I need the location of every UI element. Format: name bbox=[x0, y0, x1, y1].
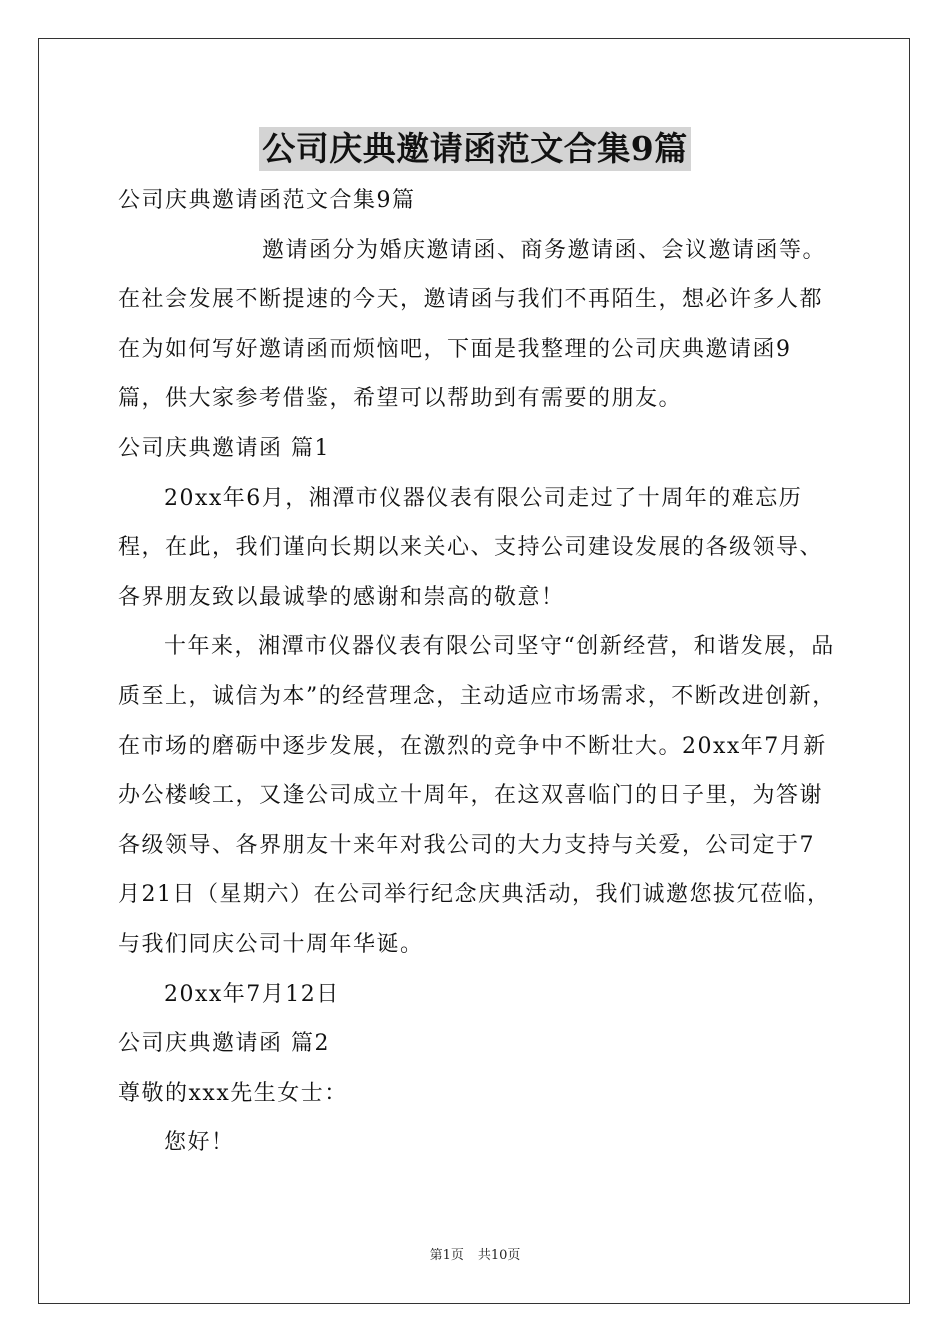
document-body bbox=[118, 176, 838, 1168]
page-footer bbox=[0, 1247, 950, 1265]
document-title: 公司庆典邀请函范文合集9篇 bbox=[259, 127, 690, 171]
page-number: 第1页 bbox=[429, 1248, 464, 1263]
body-paragraph: 20xx年6月，湘潭市仪器仪表有限公司走过了十周年的难忘历程，在此，我们谨向长期以来关心、支持公司建设发展的各级领导、各界朋友致以最诚挚的感谢和崇高的敬意！ bbox=[118, 485, 824, 610]
body-paragraph: 十年来，湘潭市仪器仪表有限公司坚守“创新经营，和谐发展，品质至上，诚信为本”的经营理念，主动适应市场需求，不断改进创新，在市场的磨砺中逐步发展，在激烈的竞争中不断壮大。20xx年7月新办公楼峻工，又逢公司成立十周年，在这双喜临门的日子里，为答谢各级领导、各界朋友十来年对我公司的大力支持与关爱，公司定于7月21日（星期六）在公司举行纪念庆典活动，我们诚邀您拔冗莅临，与我们同庆公司十周年华诞。 bbox=[118, 634, 836, 957]
section-heading-2: 公司庆典邀请函 篇2 bbox=[118, 1031, 330, 1057]
intro-paragraph: 邀请函分为婚庆邀请函、商务邀请函、会议邀请函等。在社会发展不断提速的今天，邀请函与我们不再陌生，想必许多人都在为如何写好邀请函而烦恼吧，下面是我整理的公司庆典邀请函9篇，供大家参考借鉴，希望可以帮助到有需要的朋友。 bbox=[118, 237, 827, 412]
date-line: 20xx年7月12日 bbox=[164, 981, 340, 1007]
page-total: 共10页 bbox=[477, 1248, 521, 1263]
title-container bbox=[0, 127, 950, 171]
greeting: 您好！ bbox=[164, 1130, 235, 1156]
section-heading-1: 公司庆典邀请函 篇1 bbox=[118, 435, 330, 461]
salutation: 尊敬的xxx先生女士： bbox=[118, 1080, 348, 1106]
subtitle-paragraph: 公司庆典邀请函范文合集9篇 bbox=[118, 188, 416, 213]
